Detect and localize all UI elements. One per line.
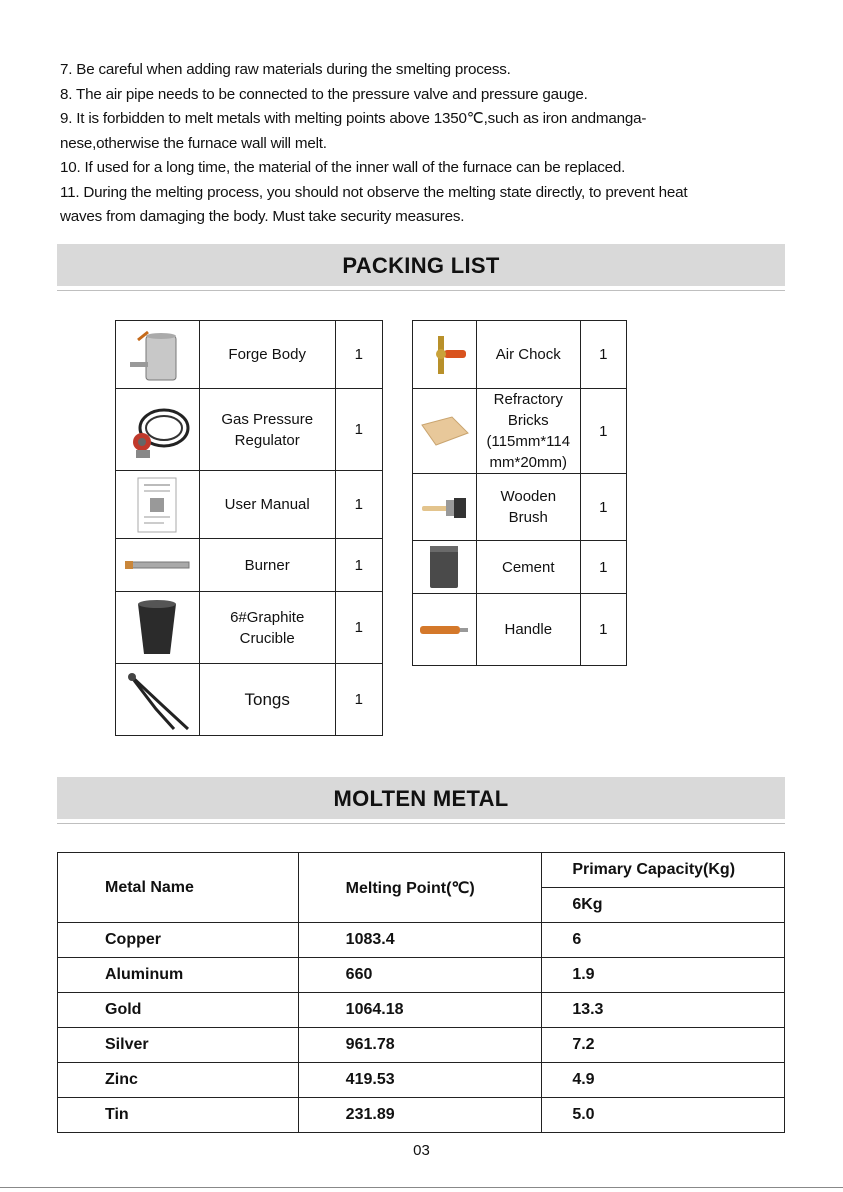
table-row [116, 321, 383, 389]
item-qty: 1 [599, 621, 608, 638]
table-row [116, 471, 383, 539]
item-qty: 1 [599, 558, 608, 576]
header-metal-name: Metal Name [58, 853, 299, 923]
table-header-row [58, 853, 785, 888]
table-row [58, 958, 785, 993]
table-row [58, 1028, 785, 1063]
capacity: 7.2 [542, 1028, 785, 1063]
item-name: Wooden Brush [500, 488, 557, 526]
metal-name: Silver [58, 1028, 299, 1063]
item-qty: 1 [354, 619, 363, 636]
manual-icon [116, 471, 200, 539]
table-row [58, 923, 785, 958]
item-qty: 1 [599, 422, 608, 440]
item-qty: 1 [354, 421, 363, 438]
item-qty: 1 [354, 691, 363, 708]
melting-point: 1083.4 [298, 923, 542, 958]
item-name: Forge Body [228, 346, 306, 363]
page-number: 03 [413, 1142, 430, 1159]
tongs-icon [116, 664, 200, 736]
note-line: 9. It is forbidden to melt metals with melting points above 1350℃,such as iron andmanga- [60, 110, 647, 127]
table-row [413, 541, 627, 594]
molten-metal-table [57, 852, 785, 1133]
header-melting-point: Melting Point(℃) [298, 853, 542, 923]
note-line: waves from damaging the body. Must take security measures. [60, 208, 465, 225]
cement-icon [413, 541, 477, 594]
item-qty: 1 [354, 556, 363, 574]
handle-icon [413, 594, 477, 666]
packing-table-right [412, 320, 627, 666]
capacity: 13.3 [542, 993, 785, 1028]
melting-point: 231.89 [298, 1098, 542, 1133]
table-row [116, 389, 383, 471]
table-row [116, 592, 383, 664]
table-row [116, 539, 383, 592]
packing-table-left [115, 320, 383, 736]
melting-point: 961.78 [298, 1028, 542, 1063]
divider [0, 1187, 843, 1188]
metal-name: Copper [58, 923, 299, 958]
note-line: 8. The air pipe needs to be connected to the pressure valve and pressure gauge. [60, 85, 588, 103]
item-qty: 1 [599, 346, 608, 363]
item-name: Tongs [244, 690, 290, 709]
metal-name: Tin [58, 1098, 299, 1133]
table-row [413, 594, 627, 666]
table-row [116, 664, 383, 736]
note-line: 10. If used for a long time, the material of the inner wall of the furnace can be replaced. [60, 159, 626, 176]
table-row [58, 1098, 785, 1133]
item-qty: 1 [354, 496, 363, 513]
capacity: 1.9 [542, 958, 785, 993]
item-name: Gas Pressure Regulator [221, 410, 314, 449]
capacity: 5.0 [542, 1098, 785, 1133]
table-row [58, 993, 785, 1028]
header-primary-capacity: Primary Capacity(Kg) [542, 853, 785, 888]
item-qty: 1 [599, 498, 608, 516]
brush-icon [413, 474, 477, 541]
divider [57, 290, 785, 291]
regulator-icon [116, 389, 200, 471]
forge-body-icon [116, 321, 200, 389]
molten-metal-title: MOLTEN METAL [57, 777, 785, 819]
bricks-icon [413, 389, 477, 474]
metal-name: Aluminum [58, 958, 299, 993]
packing-list-title: PACKING LIST [57, 244, 785, 286]
table-row [413, 389, 627, 474]
item-qty: 1 [354, 346, 363, 363]
melting-point: 660 [298, 958, 542, 993]
item-name: Cement [502, 558, 555, 576]
divider [57, 823, 785, 824]
note-line: 7. Be careful when adding raw materials during the smelting process. [60, 61, 511, 78]
air-chock-icon [413, 321, 477, 389]
metal-name: Zinc [58, 1063, 299, 1098]
burner-icon [116, 539, 200, 592]
table-row [58, 1063, 785, 1098]
item-name: Burner [244, 556, 290, 574]
item-name: User Manual [224, 496, 310, 513]
item-name: Air Chock [495, 346, 561, 363]
table-row [413, 474, 627, 541]
capacity: 6 [542, 923, 785, 958]
crucible-icon [116, 592, 200, 664]
metal-name: Gold [58, 993, 299, 1028]
header-capacity-sub: 6Kg [542, 888, 785, 923]
note-line: 11. During the melting process, you should not observe the melting state directly, to prevent heat [60, 183, 688, 201]
melting-point: 1064.18 [298, 993, 542, 1028]
melting-point: 419.53 [298, 1063, 542, 1098]
table-row [413, 321, 627, 389]
item-name: Refractory Bricks (115mm*114 mm*20mm) [486, 391, 571, 471]
capacity: 4.9 [542, 1063, 785, 1098]
item-name: Handle [504, 621, 553, 638]
safety-notes [60, 58, 790, 230]
item-name: 6#Graphite Crucible [230, 608, 305, 647]
note-line: nese,otherwise the furnace wall will melt. [60, 134, 327, 152]
